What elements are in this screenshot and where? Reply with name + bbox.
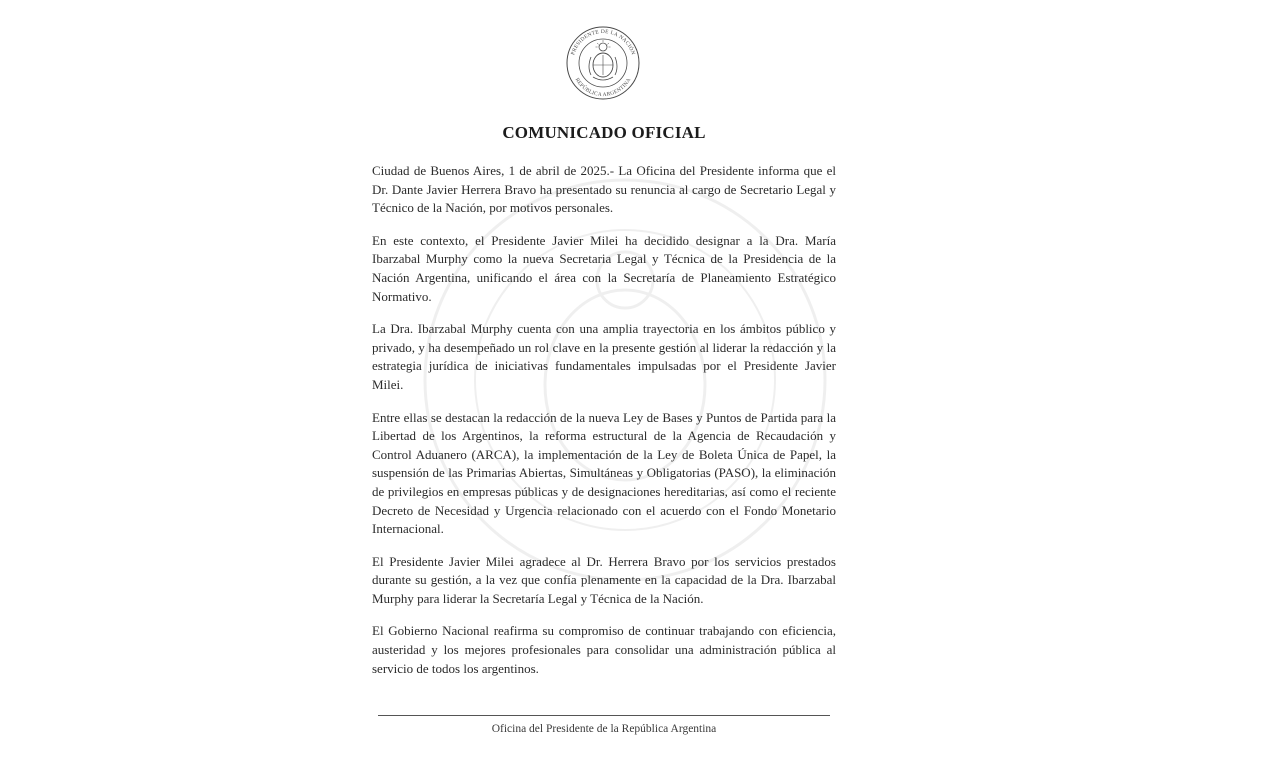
footer-divider xyxy=(378,715,830,716)
paragraph-2: En este contexto, el Presidente Javier Milei ha decidido designar a la Dra. María Ibarzabal Murphy como la nueva Secretaria Legal y Técnica de la Presidencia de la Nación Argentina, unificando el área con la Secretaría de Planeamiento Estratégico Normativo. xyxy=(372,232,836,304)
presidential-seal-icon xyxy=(563,25,643,101)
paragraph-3: La Dra. Ibarzabal Murphy cuenta con una amplia trayectoria en los ámbitos público y privado, y ha desempeñado un rol clave en la presente gestión al liderar la redacción y la estrategia jurídica de iniciativas fundamentales impulsadas por el Presidente Javier Milei. xyxy=(372,321,836,392)
seal-top-text: PRESIDENTE DE LA NACIÓN xyxy=(570,28,636,56)
paragraph-4: Entre ellas se destacan la redacción de la nueva Ley de Bases y Puntos de Partida para la Libertad de los Argentinos, la reforma estructural de la Agencia de Recaudación y Control Aduanero (ARCA), la implementación de la Ley de Boleta Única de Papel, la suspensión de las Primarias Abiertas, Simultáneas y Obligatorias (PASO), la eliminación de privilegios en empresas públicas y de designaciones hereditarias, así como el reciente Decreto de Necesidad y Urgencia relacionado con el acuerdo con el Fondo Monetario Internacional. xyxy=(372,409,836,537)
document-body xyxy=(372,162,836,692)
footer-text: Oficina del Presidente de la República Argentina xyxy=(491,723,717,735)
paragraph-6: El Gobierno Nacional reafirma su compromiso de continuar trabajando con eficiencia, austeridad y los mejores profesionales para consolidar una administración pública al servicio de todos los argentinos. xyxy=(372,623,836,676)
document-title: COMUNICADO OFICIAL xyxy=(502,123,706,142)
paragraph-5: El Presidente Javier Milei agradece al Dr. Herrera Bravo por los servicios prestados durante su gestión, a la vez que confía plenamente en la capacidad de la Dra. Ibarzabal Murphy para liderar la Secretaría Legal y Técnica de la Nación. xyxy=(372,553,836,606)
svg-text:PRESIDENTE DE LA NACIÓN xyxy=(570,29,636,56)
seal-bottom-text: REPÚBLICA ARGENTINA xyxy=(573,77,633,99)
paragraph-1: Ciudad de Buenos Aires, 1 de abril de 2025.- La Oficina del Presidente informa que el Dr. Dante Javier Herrera Bravo ha presentado su renuncia al cargo de Secretario Legal y Técnico de la Nación, por motivos personales. xyxy=(372,163,836,216)
